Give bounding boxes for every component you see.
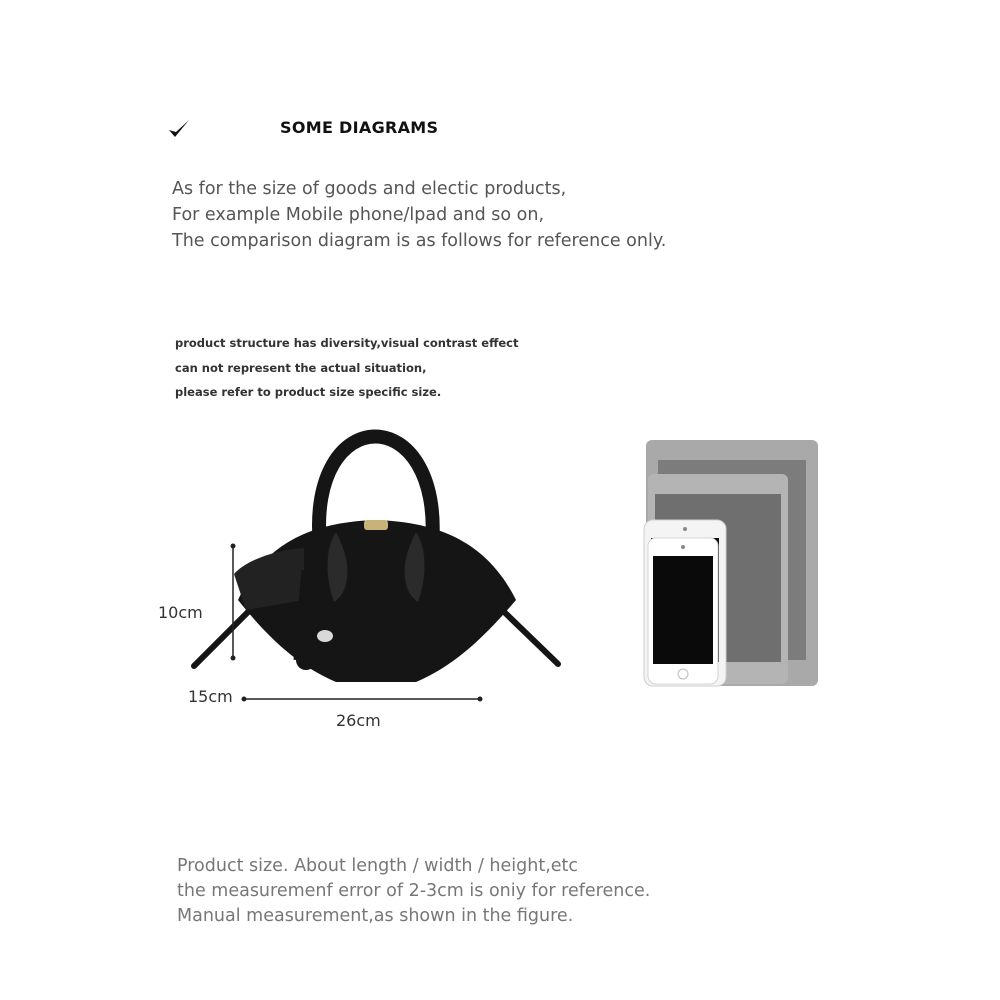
depth-label: 15cm (188, 687, 233, 706)
footer-line: the measuremenf error of 2-3cm is oniy for reference. (177, 881, 651, 901)
dimension-lines (228, 540, 488, 706)
note-line: can not represent the actual situation, (175, 361, 427, 375)
note-line: product structure has diversity,visual contrast effect (175, 336, 519, 350)
device-comparison-image (640, 436, 824, 688)
intro-line: The comparison diagram is as follows for reference only. (172, 231, 667, 251)
footer-line: Manual measurement,as shown in the figure. (177, 906, 574, 926)
width-label: 26cm (336, 711, 381, 730)
height-label: 10cm (158, 603, 203, 622)
intro-line: As for the size of goods and electic products, (172, 179, 567, 199)
note-line: please refer to product size specific size. (175, 385, 442, 399)
footer-line: Product size. About length / width / height,etc (177, 856, 579, 876)
intro-line: For example Mobile phone/lpad and so on, (172, 205, 545, 225)
section-title: SOME DIAGRAMS (280, 118, 439, 137)
checkmark-icon (166, 116, 192, 142)
